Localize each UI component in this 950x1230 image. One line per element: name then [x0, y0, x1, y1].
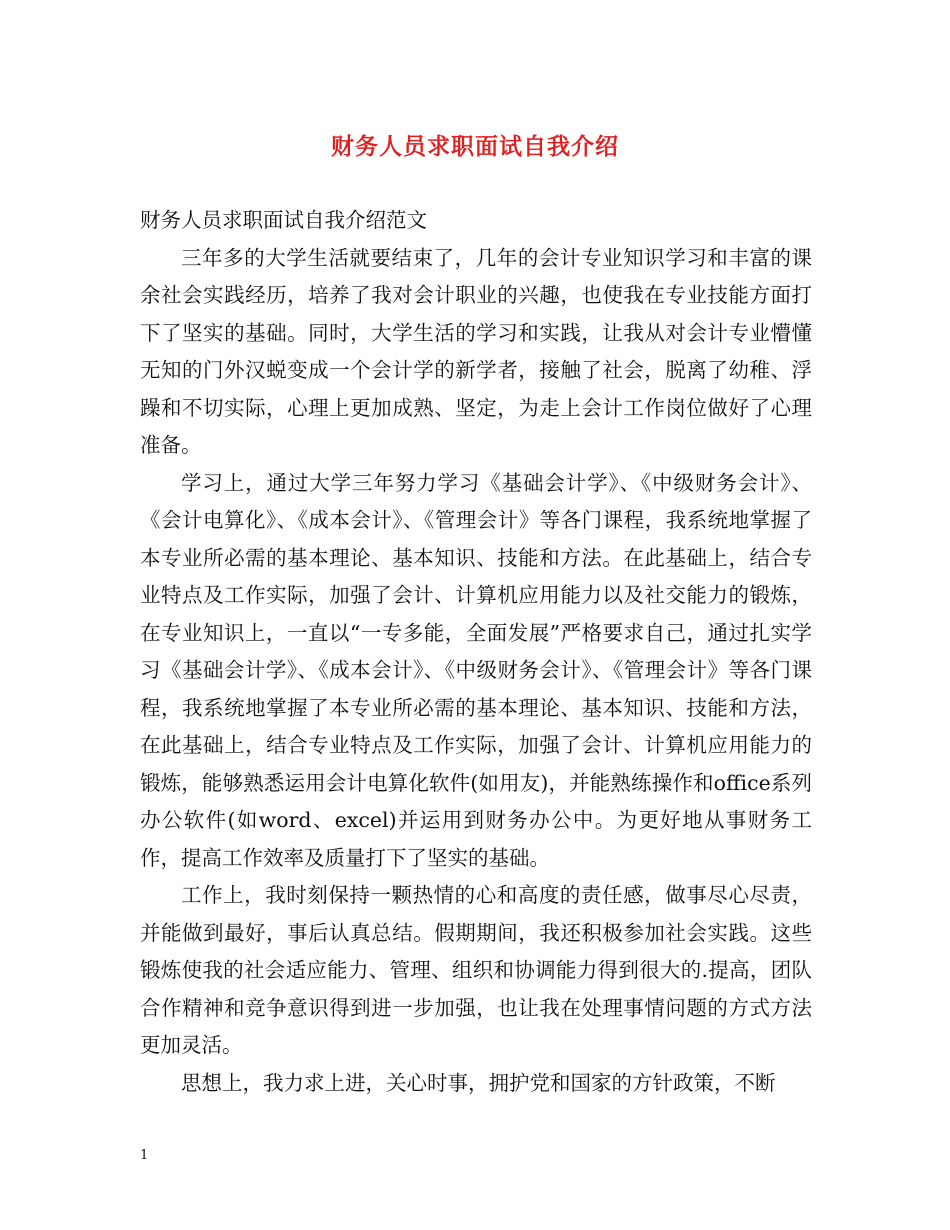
- paragraph-3: 工作上，我时刻保持一颗热情的心和高度的责任感，做事尽心尽责，并能做到最好，事后认真总结。假期期间，我还积极参加社会实践。这些锻炼使我的社会适应能力、管理、组织和协调能力得到很大的.提高，团队合作精神和竞争意识得到进一步加强，也让我在处理事情问题的方式方法更加灵活。: [140, 883, 812, 1057]
- document-subtitle: 财务人员求职面试自我介绍范文: [140, 208, 427, 232]
- paragraph-1: 三年多的大学生活就要结束了，几年的会计专业知识学习和丰富的课余社会实践经历，培养了我对会计职业的兴趣，也使我在专业技能方面打下了坚实的基础。同时，大学生活的学习和实践，让我从对会计专业懵懂无知的门外汉蜕变成一个会计学的新学者，接触了社会，脱离了幼稚、浮躁和不切实际，心理上更加成熟、坚定，为走上会计工作岗位做好了心理准备。: [140, 245, 812, 457]
- document-body: [140, 202, 812, 1102]
- document-title: 财务人员求职面试自我介绍: [331, 133, 619, 160]
- paragraph-2: 学习上，通过大学三年努力学习《基础会计学》、《中级财务会计》、《会计电算化》、《成本会计》、《管理会计》等各门课程，我系统地掌握了本专业所必需的基本理论、基本知识、技能和方法。在此基础上，结合专业特点及工作实际，加强了会计、计算机应用能力以及社交能力的锻炼，在专业知识上，一直以“一专多能，全面发展”严格要求自己，通过扎实学习《基础会计学》、《成本会计》、《中级财务会计》、《管理会计》等各门课程，我系统地掌握了本专业所必需的基本理论、基本知识、技能和方法，在此基础上，结合专业特点及工作实际，加强了会计、计算机应用能力的锻炼，能够熟悉运用会计电算化软件(如用友)，并能熟练操作和office系列办公软件(如word、excel)并运用到财务办公中。为更好地从事财务工作，提高工作效率及质量打下了坚实的基础。: [140, 470, 812, 870]
- paragraph-4: 思想上，我力求上进，关心时事，拥护党和国家的方针政策，不断: [181, 1070, 776, 1095]
- page-number: 1: [140, 1148, 149, 1163]
